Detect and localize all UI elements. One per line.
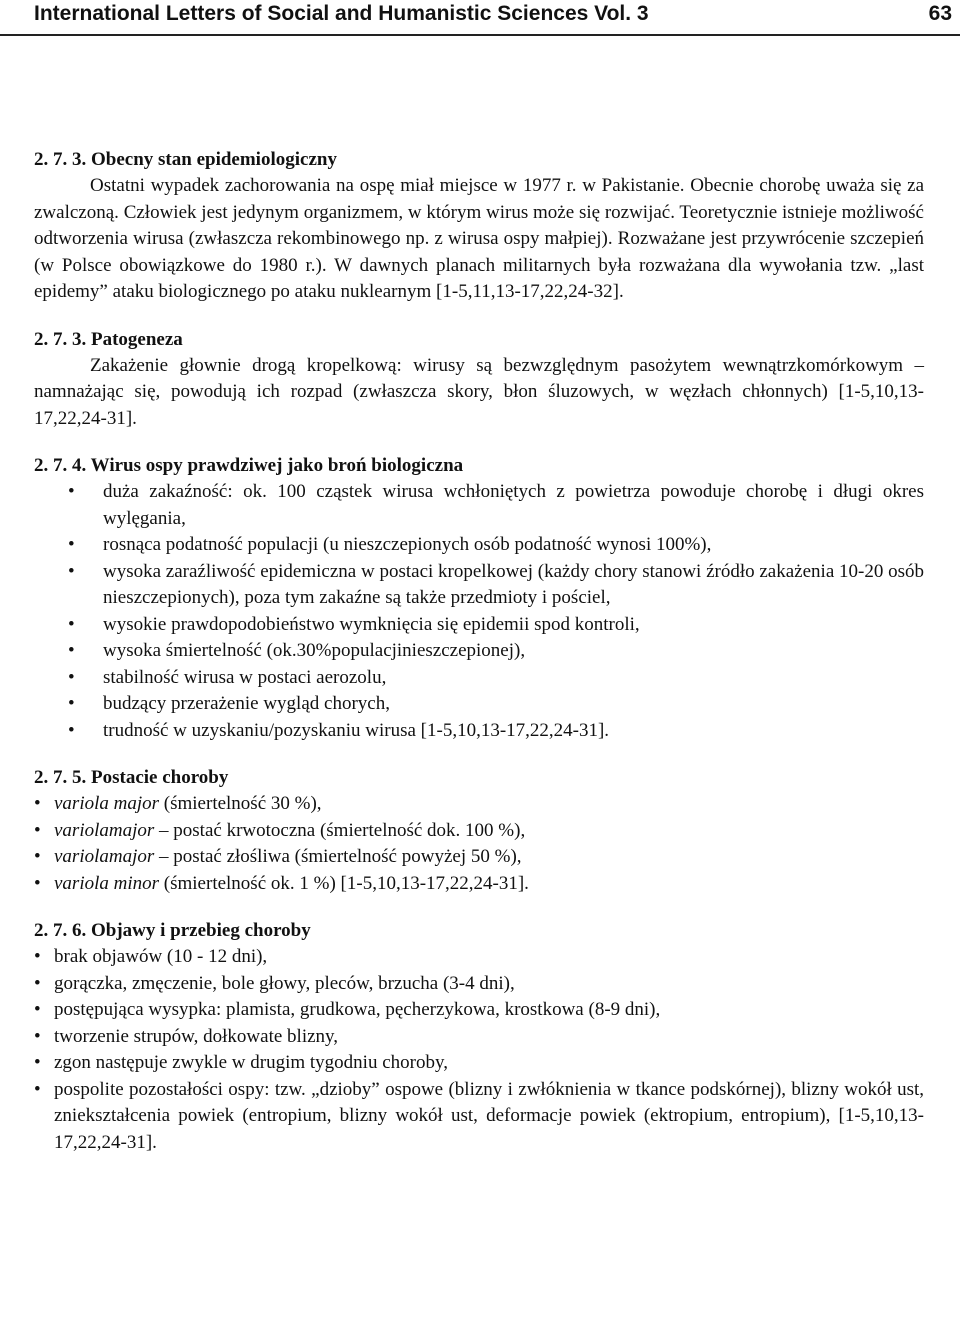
list-item: • wysoka zaraźliwość epidemiczna w postaci kropelkowej (każdy chory stanowi źródło zakażenia 10-20 osób nieszczepionych), poza tym zakaźne są także przedmioty i pościel, xyxy=(68,560,924,608)
list-item: • zgon następuje zwykle w drugim tygodniu choroby, xyxy=(34,1050,924,1077)
form-term: variola minor xyxy=(54,872,160,894)
list-item: • duża zakaźność: ok. 100 cząstek wirusa wchłoniętych z powietrza powoduje chorobę i długi okres wylęgania, xyxy=(68,481,924,529)
form-term: variolamajor xyxy=(54,819,155,841)
bullet-icon: • xyxy=(68,481,75,502)
list-item: • variola minor (śmiertelność ok. 1 %) [1-5,10,13-17,22,24-31]. xyxy=(34,871,924,898)
section-heading-pathogenesis: 2. 7. 3. Patogeneza xyxy=(34,328,183,350)
bullet-icon: • xyxy=(68,693,75,714)
list-item: • pospolite pozostałości ospy: tzw. „dzioby” ospowe (blizny i zwłóknienia w tkance podskórnej), blizny wokół ust, zniekształcenia powiek (entropium, blizny wokół ust, deformacje powiek (ektropium, entropium), [1-5,10,13-17,22,24-31]. xyxy=(34,1078,924,1153)
bullet-icon: • xyxy=(68,534,75,555)
bullet-icon: • xyxy=(68,560,75,582)
list-item: • gorączka, zmęczenie, bole głowy, pleców, brzucha (3-4 dni), xyxy=(34,971,924,998)
bullet-icon: • xyxy=(34,999,41,1020)
section-heading-bioweapon: 2. 7. 4. Wirus ospy prawdziwej jako broń biologiczna xyxy=(34,455,464,476)
paragraph-epidemiology: Ostatni wypadek zachorowania na ospę miał miejsce w 1977 r. w Pakistanie. Obecnie chorobę uważa się za zwalczoną. Człowiek jest jedynym organizmem, w którym wirus może się rozwijać. Teoretycznie istnieje możliwość odtworzenia wirusa (zwłaszcza rekombinowego np. z wirusa ospy małpiej). Rozważane jest przywrócenie szczepień (w Polsce obowiązkowe do 1980 r.). W dawnych planach militarnych była rozważana dla wywołania tzw. „last epidemy” ataku biologicznego po ataku nuklearnym [1-5,11,13-17,22,24-32]. xyxy=(34,175,924,302)
list-item: • brak objawów (10 - 12 dni), xyxy=(34,944,924,971)
form-term: variola major xyxy=(54,793,160,814)
bullet-icon: • xyxy=(34,819,41,841)
list-item: • tworzenie strupów, dołkowate blizny, xyxy=(34,1024,924,1051)
journal-title: International Letters of Social and Humanistic Sciences Vol. 3 xyxy=(34,2,649,25)
bullet-icon: • xyxy=(34,793,41,814)
list-item: • stabilność wirusa w postaci aerozolu, xyxy=(34,665,924,692)
list-item: • budzący przerażenie wygląd chorych, xyxy=(34,691,924,718)
list-item: • trudność w uzyskaniu/pozyskaniu wirusa [1-5,10,13-17,22,24-31]. xyxy=(34,718,924,745)
page-body xyxy=(34,146,924,1156)
section-heading-forms: 2. 7. 5. Postacie choroby xyxy=(34,767,229,788)
list-item: • wysokie prawdopodobieństwo wymknięcia się epidemii spod kontroli, xyxy=(34,612,924,639)
bullet-icon: • xyxy=(68,719,75,741)
list-item: • variolamajor – postać krwotoczna (śmiertelność dok. 100 %), xyxy=(34,818,924,845)
bullet-icon: • xyxy=(34,946,41,967)
bullet-icon: • xyxy=(34,1078,41,1100)
bullet-icon: • xyxy=(34,1025,41,1047)
bullet-icon: • xyxy=(68,613,75,635)
bullet-icon: • xyxy=(34,846,41,867)
section-heading-epidemiology: 2. 7. 3. Obecny stan epidemiologiczny xyxy=(34,149,337,170)
page-number: 63 xyxy=(928,2,952,25)
forms-list xyxy=(34,791,924,897)
bullet-icon: • xyxy=(68,666,75,688)
section-heading-symptoms: 2. 7. 6. Objawy i przebieg choroby xyxy=(34,920,311,941)
running-header xyxy=(0,0,960,36)
bullet-icon: • xyxy=(34,972,41,994)
list-item: • postępująca wysypka: plamista, grudkowa, pęcherzykowa, krostkowa (8-9 dni), xyxy=(34,997,924,1024)
list-item: • wysoka śmiertelność (ok.30%populacjinieszczepionej), xyxy=(34,638,924,665)
bullet-icon: • xyxy=(34,872,41,894)
paragraph-pathogenesis: Zakażenie głownie drogą kropelkową: wirusy są bezwzględnym pasożytem wewnątrzkomórkowym – namnażając się, powodują ich rozpad (zwłaszcza skory, błon śluzowych, w węzłach chłonnych) [1-5,10,13-17,22,24-31]. xyxy=(34,354,924,429)
bioweapon-list xyxy=(34,479,924,744)
form-term: variolamajor xyxy=(54,846,155,867)
symptoms-list xyxy=(34,944,924,1156)
list-item: • variolamajor – postać złośliwa (śmiertelność powyżej 50 %), xyxy=(34,844,924,871)
bullet-icon: • xyxy=(34,1052,41,1073)
bullet-icon: • xyxy=(68,640,75,661)
list-item: • variola major (śmiertelność 30 %), xyxy=(34,791,924,818)
list-item: • rosnąca podatność populacji (u nieszczepionych osób podatność wynosi 100%), xyxy=(34,532,924,559)
